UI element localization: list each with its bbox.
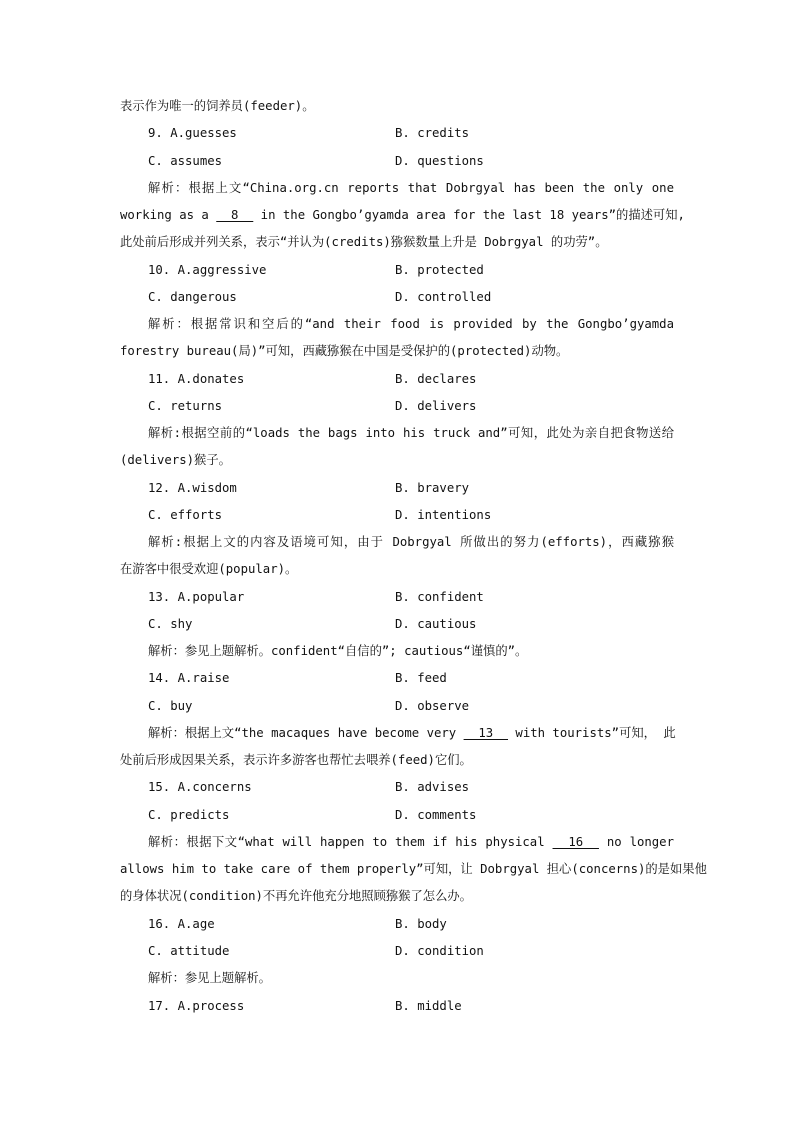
- option-15c: C. predicts: [148, 808, 230, 822]
- explanation-line: 解析:根据空前的“loads the bags into his truck and”可知，此处为亲自把食物送给: [148, 426, 674, 440]
- explanation-line: 解析:根据上文的内容及语境可知，由于 Dobrgyal 所做出的努力(efforts)，西藏猕猴: [148, 535, 674, 549]
- option-17b: B. middle: [395, 999, 462, 1013]
- blank-13: 13: [463, 726, 509, 740]
- option-10b: B. protected: [395, 263, 484, 277]
- option-15b: B. advises: [395, 780, 470, 794]
- explanation-line: allows him to take care of them properly”可知，让 Dobrgyal 担心(concerns)的是如果他: [120, 862, 707, 876]
- option-15d: D. comments: [395, 808, 477, 822]
- option-11a: 11. A.donates: [148, 372, 245, 386]
- option-13d: D. cautious: [395, 617, 477, 631]
- blank-8: 8: [216, 208, 254, 222]
- option-16d: D. condition: [395, 944, 484, 958]
- explanation-line: 在游客中很受欢迎(popular)。: [120, 562, 298, 576]
- option-12d: D. intentions: [395, 508, 492, 522]
- option-13b: B. confident: [395, 590, 484, 604]
- option-9c: C. assumes: [148, 154, 223, 168]
- explanation-line: (delivers)猴子。: [120, 453, 231, 467]
- option-17a: 17. A.process: [148, 999, 245, 1013]
- explanation-line: 处前后形成因果关系，表示许多游客也帮忙去喂养(feed)它们。: [120, 753, 472, 767]
- option-13a: 13. A.popular: [148, 590, 245, 604]
- option-15a: 15. A.concerns: [148, 780, 252, 794]
- explanation-line: 解析：参见上题解析。confident“自信的”; cautious“谨慎的”。: [148, 644, 528, 658]
- option-14b: B. feed: [395, 671, 447, 685]
- option-13c: C. shy: [148, 617, 193, 631]
- option-10c: C. dangerous: [148, 290, 237, 304]
- explanation-line: 解析：根据常识和空后的“and their food is provided by the Gongbo’gyamda: [148, 317, 674, 331]
- option-16b: B. body: [395, 917, 447, 931]
- explanation-line: 此处前后形成并列关系，表示“并认为(credits)猕猴数量上升是 Dobrgyal 的功劳”。: [120, 235, 608, 249]
- text-fragment: in the Gongbo’gyamda area for the last 18 years”的描述可知,: [253, 208, 685, 222]
- explanation-line: [148, 725, 674, 741]
- text-fragment: no longer: [598, 835, 674, 849]
- explanation-line: [120, 207, 685, 223]
- option-16a: 16. A.age: [148, 917, 215, 931]
- text-fragment: 解析：根据下文“what will happen to them if his physical: [148, 835, 553, 849]
- option-12c: C. efforts: [148, 508, 223, 522]
- explanation-line: [148, 834, 674, 850]
- option-9a: 9. A.guesses: [148, 126, 237, 140]
- option-10d: D. controlled: [395, 290, 492, 304]
- option-11d: D. delivers: [395, 399, 477, 413]
- option-14d: D. observe: [395, 699, 470, 713]
- blank-16: 16: [552, 835, 599, 849]
- explanation-line: 的身体状况(condition)不再允许他充分地照顾猕猴了怎么办。: [120, 889, 472, 903]
- option-12a: 12. A.wisdom: [148, 481, 237, 495]
- option-14c: C. buy: [148, 699, 193, 713]
- text-fragment: with tourists”可知， 此: [508, 726, 676, 740]
- explanation-line: 解析：根据上文“China.org.cn reports that Dobrgyal has been the only one: [148, 181, 674, 195]
- option-9d: D. questions: [395, 154, 484, 168]
- option-14a: 14. A.raise: [148, 671, 230, 685]
- explanation-line: 解析：参见上题解析。: [148, 971, 271, 985]
- text-fragment: working as a: [120, 208, 217, 222]
- option-11b: B. declares: [395, 372, 477, 386]
- option-16c: C. attitude: [148, 944, 230, 958]
- option-10a: 10. A.aggressive: [148, 263, 267, 277]
- explanation-line: forestry bureau(局)”可知，西藏猕猴在中国是受保护的(protected)动物。: [120, 344, 569, 358]
- option-11c: C. returns: [148, 399, 223, 413]
- option-9b: B. credits: [395, 126, 470, 140]
- option-12b: B. bravery: [395, 481, 470, 495]
- text-fragment: 解析：根据上文“the macaques have become very: [148, 726, 464, 740]
- text-line: 表示作为唯一的饲养员(feeder)。: [120, 99, 315, 113]
